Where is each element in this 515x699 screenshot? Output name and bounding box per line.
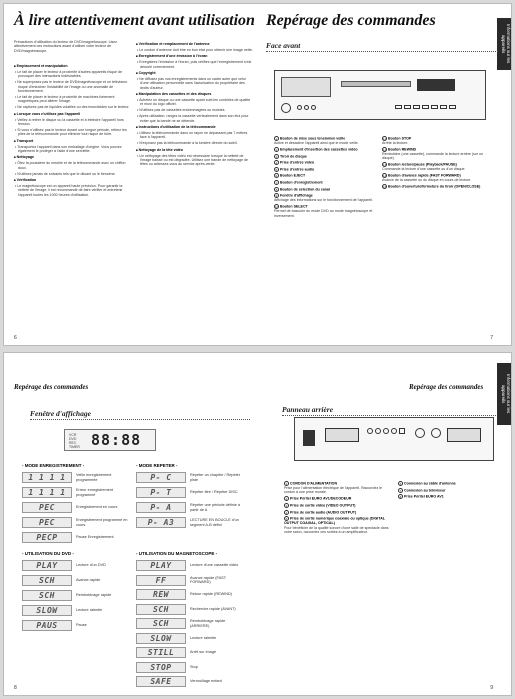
page-number-right: 9 [490,685,493,691]
bullet-item: • Ôtez la poussière du meuble et de la télécommande avec un chiffon doux. [14,161,132,170]
mode-recording-title: - MODE ENREGISTREMENT - [22,463,85,468]
segment-display: FF [136,575,186,586]
legend-title: Prise de sortie numérique coaxiale ou optique (DIGITAL OUTPUT COAXIAL, OPTICAL) [284,516,385,526]
bullet-item: • Achetez un disque ou une cassette ayant subi les contrôles de qualité et muni du logo officiel. [136,98,254,107]
display-indicator: VCR [69,433,77,437]
row-description: Avance rapide (FAST FORWARD) [190,575,226,584]
bullet-item: • N'exposez pas la télécommande à la lumière directe du soleil. [136,141,254,145]
row-description: Répéter un chapitre / Répéter piste [190,473,241,482]
row-description: Pause Enregistrement [76,535,114,540]
legend-title: Bouton d'ouverture/fermeture du tiroir (OPEN/CLOSE) [388,184,481,189]
segment-display: P- C [136,472,186,483]
display-indicator: REC [69,441,77,445]
legend-title: Prise d'entrée audio [280,167,315,172]
display-indicator: DVD [69,437,77,441]
bullet-item: • Le fait de placer le lecteur à proximité d'autres appareils risque de provoquer des interactions indésirables. [14,70,132,79]
legend-item [274,180,378,185]
legend-title: Connexion au câble d'antenne [404,481,456,486]
callout-number: 9 [275,194,278,199]
display-window-illustration [64,429,156,451]
mode-repeat-title: - MODE REPETER - [136,463,178,468]
callout-number: 4 [285,510,288,515]
left-page-small-title: Repérage des commandes [14,383,89,391]
segment-display: P- A3 [136,517,186,528]
section-heading: ■ Copyright [136,71,254,75]
page-spread-2 [3,352,512,696]
callout-number: 10 [275,205,279,210]
callout-number: 15 [383,185,387,190]
bullet-item: • N'utilisez jamais de solvants tels que le diluant ou le benzène. [14,172,132,176]
bullet-item: • Ne diffusez pas vos enregistrements dans un cadre autre que celui d'une utilisation personnelle sans l'autorisation du propriétaire des droits d'auteur. [136,77,254,90]
legend-title: CORDON D'ALIMENTATION [290,481,338,486]
display-row [136,486,245,499]
front-panel-heading: Face avant [266,41,498,52]
segment-display: PLAY [22,560,72,571]
row-description: Lecture ralentie [76,608,103,613]
left-page-title: À lire attentivement avant utilisation [14,12,255,29]
record-button [404,105,411,109]
audio-input-jack [304,105,309,110]
legend-title: Bouton de sélection du canal [280,187,330,192]
rear-panel-heading: Panneau arrière [282,405,496,416]
legend-item [274,136,378,145]
legend-title: Bouton d'avance rapide (FAST FORWARD) [388,173,461,178]
legend-item [284,481,394,495]
display-row [22,501,131,514]
play-button [440,105,447,109]
segment-display: PLAY [136,560,186,571]
legend-title: Prise de sortie vidéo (VIDEO OUTPUT) [290,503,356,508]
callout-number: 8 [275,187,278,192]
callout-number: 14 [383,174,387,179]
optical-output-jack [399,428,405,434]
lcd-digits: 88:88 [91,431,142,449]
display-row [136,471,245,484]
section-heading: ■ Emplacement et manipulation [14,64,132,68]
segment-display: SCH [22,575,72,586]
row-description: Avance rapide [76,578,101,583]
section-heading: ■ Vérification et remplacement de l'antenne [136,42,254,46]
legend-title: Bouton de mise sous tension/en veille [280,136,346,141]
segment-display: PAUS [22,620,72,631]
legend-text: Permet de basculer du mode DVD au mode magnétoscope et inversement. [274,209,373,218]
row-description: Répéter une période définie à partir de A [190,503,241,512]
display-row [136,559,245,572]
segment-display: SLOW [136,633,186,644]
legend-item [398,488,494,493]
page-number-left: 6 [14,335,17,341]
callout-number: 3 [285,504,288,508]
legend-title: Prise Péritel EURO AV1/DECODEUR [290,496,352,501]
legend-item [274,147,378,152]
segment-display: P- T [136,487,186,498]
legend-title: Bouton EJECT [280,173,306,178]
callout-number: 12 [383,148,387,152]
segment-display: PEC [22,517,72,528]
disc-tray [341,81,411,87]
power-button [281,103,291,113]
legend-title: Emplacement d'insertion des cassettes vidéo [280,147,358,152]
display-window [417,79,455,91]
bullet-item: • Transportez l'appareil dans son emballage d'origine. Vous pouvez également le protéger à l'aide d'une serviette. [14,145,132,154]
antenna-in-jack [415,428,425,438]
rear-panel-illustration [294,417,494,461]
row-description: Lecture d'une cassette vidéo [190,563,239,568]
display-row [136,617,245,630]
legend-item [274,193,378,202]
scart-av1-decoder [325,428,359,442]
callout-number: 3 [275,154,278,159]
row-description: Recherche rapide (AVANT) [190,606,236,611]
segment-display: SCH [22,590,72,601]
front-legend-right [382,136,486,191]
precautions-column-1 [14,62,132,334]
display-row [136,646,245,659]
section-heading: ■ Manipulation des cassettes et des disques [136,92,254,96]
legend-text: Prise pour l'alimentation électrique de l'appareil. Raccordez le cordon à une prise murale. [284,486,383,495]
bullet-item: • Le cordon d'antenne doit être en bon état pour obtenir une image nette. [136,48,254,52]
eject-button [395,105,402,109]
intro-paragraph: Précautions d'utilisation du lecteur de DVD/magnétoscope. Lisez attentivement ces instructions avant d'utiliser votre lecteur de DVD/magnétoscope. [14,40,117,53]
row-description: Enregistrement programmé en cours [76,518,128,527]
display-row [136,588,245,601]
legend-item [274,173,378,178]
section-heading: ■ Nettoyage [14,155,132,159]
callout-number: 1 [285,482,288,486]
legend-item [274,204,378,218]
cassette-slot [281,77,331,97]
row-description: Retour rapide (REWIND) [190,592,232,597]
callout-number: 8 [399,495,402,500]
display-row [136,516,245,529]
av-output-jacks [367,428,407,444]
bullet-item: • Utilisez la télécommande dans un rayon ne dépassant pas 7 mètres face à l'appareil. [136,131,254,140]
section-heading: ■ Lorsque vous n'utilisez pas l'appareil [14,112,132,116]
display-row [22,619,131,632]
segment-display: REW [136,589,186,600]
section-heading: ■ Instructions d'utilisation de la télécommande [136,125,254,129]
display-row [22,604,131,617]
legend-item [274,154,378,159]
row-description: Veille enregistrement programmée [76,473,112,482]
legend-title: Connexion au téléviseur [404,488,446,493]
callout-number: 7 [399,488,402,493]
display-row [22,559,131,572]
rewind-button [431,105,438,109]
legend-item [398,481,494,486]
legend-item [274,167,378,172]
bullet-item: • Enregistrez l'émission à l'écran, puis vérifiez que l'enregistrement s'est déroulé correctement. [136,60,254,69]
side-tab: Informations sur les appareils [497,363,511,425]
legend-title: Prise Péritel EURO AV1 [404,494,444,499]
av-input-jacks [297,105,316,110]
row-description: Lecture d'un DVD [76,563,106,568]
display-row [22,589,131,602]
legend-item [398,494,494,499]
coaxial-output-jack [391,428,397,434]
legend-item [284,503,394,508]
display-row [22,531,131,544]
bullet-item: • Si vous n'utilisez pas le lecteur durant une longue période, retirez les piles de la télécommande pour éliminer tout risque de fuite. [14,128,132,137]
legend-text: Active et désactive l'appareil ainsi que le mode veille. [274,141,359,145]
display-row [22,471,131,484]
legend-item [274,187,378,192]
display-row [136,574,245,587]
power-cord-socket [303,430,315,446]
row-description: Lecture ralentie [190,635,217,640]
rear-legend-right [398,481,494,501]
display-row [136,632,245,645]
legend-title: Prise d'entrée vidéo [280,160,315,165]
display-row [136,501,245,514]
legend-item [382,184,486,189]
row-description: Enregistrement en cours [76,505,118,510]
video-output-jack [367,428,373,434]
legend-item [284,496,394,501]
vcr-usage-title: - UTILISATION DU MAGNETOSCOPE - [136,551,218,556]
right-page-title: Repérage des commandes [266,12,436,29]
bullet-item: • Ne capturez pas de liquides volatiles ou des insecticides sur le lecteur. [14,105,132,109]
legend-text: Rembobine (une cassette), commande la lecture arrière (sur un disque). [382,152,484,161]
page-spread-1 [3,3,512,346]
segment-display: SAFE [136,676,186,687]
audio-output-jack-r [383,428,389,434]
row-description: Répéter titre / Répéter DISC [190,490,238,495]
legend-text: Affichage des informations sur le fonctionnement de l'appareil. [274,198,373,203]
callout-number: 7 [275,180,278,185]
display-window-heading: Fenêtre d'affichage [30,409,250,420]
row-description: Rembobinage rapide (ARRIERE) [190,619,226,628]
callout-number: 13 [383,163,387,168]
rf-out-jack [431,428,441,438]
scart-av1 [447,428,481,442]
display-row [22,516,131,529]
legend-item [284,510,394,515]
row-description: Pause [76,623,87,628]
display-row [22,574,131,587]
legend-text: Commande la lecture d'une cassette ou d'un disque. [382,167,466,172]
callout-number: 1 [275,137,278,141]
legend-item [382,147,486,161]
callout-number: 5 [285,517,288,522]
segment-display: STILL [136,647,186,658]
audio-input-jack-2 [311,105,316,110]
page-number-left: 8 [14,685,17,691]
callout-number: 5 [275,167,278,172]
bullet-item: • Veillez à retirer le disque ou la cassette et à éteindre l'appareil hors tension. [14,118,132,127]
bullet-item: • Après utilisation, rangez la cassette verticalement dans son étui pour éviter que la bande ne se détende. [136,114,254,123]
row-description: Stop [190,664,198,669]
segment-display: 1 1 1 1 [22,487,72,498]
video-input-jack [297,105,302,110]
precautions-column-2 [136,40,254,334]
section-heading: ■ Transport [14,139,132,143]
segment-display: STOP [136,662,186,673]
legend-item [382,162,486,171]
legend-title: Bouton SELECT [280,204,308,209]
bullet-item: • Le magnétoscope est un appareil haute précision. Pour garantir la netteté de l'image, il est recommandé de faire vérifier et entretenir l'appareil toutes les 1000 heures d'utilisation. [14,184,132,197]
callout-number: 6 [399,482,402,486]
legend-item [382,173,486,182]
legend-item [274,160,378,165]
row-description: Rembobinage rapide [76,593,112,598]
stop-button [422,105,429,109]
row-description: Erreur enregistrement programmé [76,488,113,497]
bullet-item: • Le fait de placer le lecteur à proximité de machines fortement magnétiques peut altérer l'image. [14,95,132,104]
dvd-usage-title: - UTILISATION DU DVD - [22,551,74,556]
segment-display: 1 1 1 1 [22,472,72,483]
legend-item [284,516,394,534]
legend-text: Arrête la lecture. [382,141,409,145]
callout-number: 2 [285,497,288,502]
display-row [136,603,245,616]
callout-number: 4 [275,161,278,166]
segment-display: SCH [136,604,186,615]
bullet-item: • Ne superposez pas le lecteur de DVD/magnétoscope et un téléviseur risque d'entraîner l'instabilité de l'image ou une anomalie de fonctionnement. [14,80,132,93]
legend-title: Tiroir de disque [280,154,307,159]
legend-title: Prise de sortie audio (AUDIO OUTPUT) [290,510,357,515]
legend-title: Bouton REWIND [388,147,417,152]
segment-display: PEC [22,502,72,513]
display-row [136,661,245,674]
segment-display: P- A [136,502,186,513]
bullet-item: • Un nettoyage des têtes vidéo est nécessaire lorsque la netteté de l'image baisse ou est dégradée. Utilisez une bande de nettoyage de têtes ou adressez-vous au service après-vente. [136,154,254,167]
intro-text [14,40,132,55]
legend-item [382,136,486,145]
page-number-right: 7 [490,335,493,341]
callout-number: 2 [275,148,278,152]
row-description: Verrouillage enfant [190,679,222,684]
display-indicator: TIMER [69,445,80,449]
display-row [22,486,131,499]
control-buttons [395,105,456,109]
legend-text: Avance de la cassette ou du disque en cours de lecture. [382,178,472,183]
legend-text: Pour bénéficier de la qualité sonore d'une salle de spectacle dans votre salon, raccordez ces sorties à un amplificateur. [284,525,389,534]
legend-title: Bouton d'enregistrement [280,180,323,185]
ff-button [449,105,456,109]
segment-display: SCH [136,618,186,629]
section-heading: ■ Nettoyage de la tête vidéo [136,148,254,152]
channel-button [413,105,420,109]
display-row [136,675,245,688]
front-legend-left [274,136,378,220]
legend-title: Bouton STOP [388,136,412,141]
callout-number: 6 [275,174,278,179]
section-heading: ■ Enregistrement d'une émission à l'écran [136,54,254,58]
row-description: Arrêt sur image [190,650,216,655]
front-panel-illustration [274,70,486,120]
bullet-item: • N'utilisez pas de cassettes endommagées ou moisies. [136,108,254,112]
rear-legend-left [284,481,394,536]
callout-number: 11 [383,137,387,141]
side-tab: Informations sur les appareils [497,18,511,70]
legend-title: Fenêtre d'affichage [280,193,313,198]
legend-title: Bouton lecture/pause (Playback/PAUSE) [388,162,457,167]
right-page-small-title: Repérage des commandes [409,383,484,391]
display-indicators [69,433,80,449]
segment-display: PECP [22,532,72,543]
row-description: LECTURE EN BOUCLE d'un segment A-B défini [190,518,239,527]
audio-output-jack-l [375,428,381,434]
segment-display: SLOW [22,605,72,616]
section-heading: ■ Vérification [14,178,132,182]
